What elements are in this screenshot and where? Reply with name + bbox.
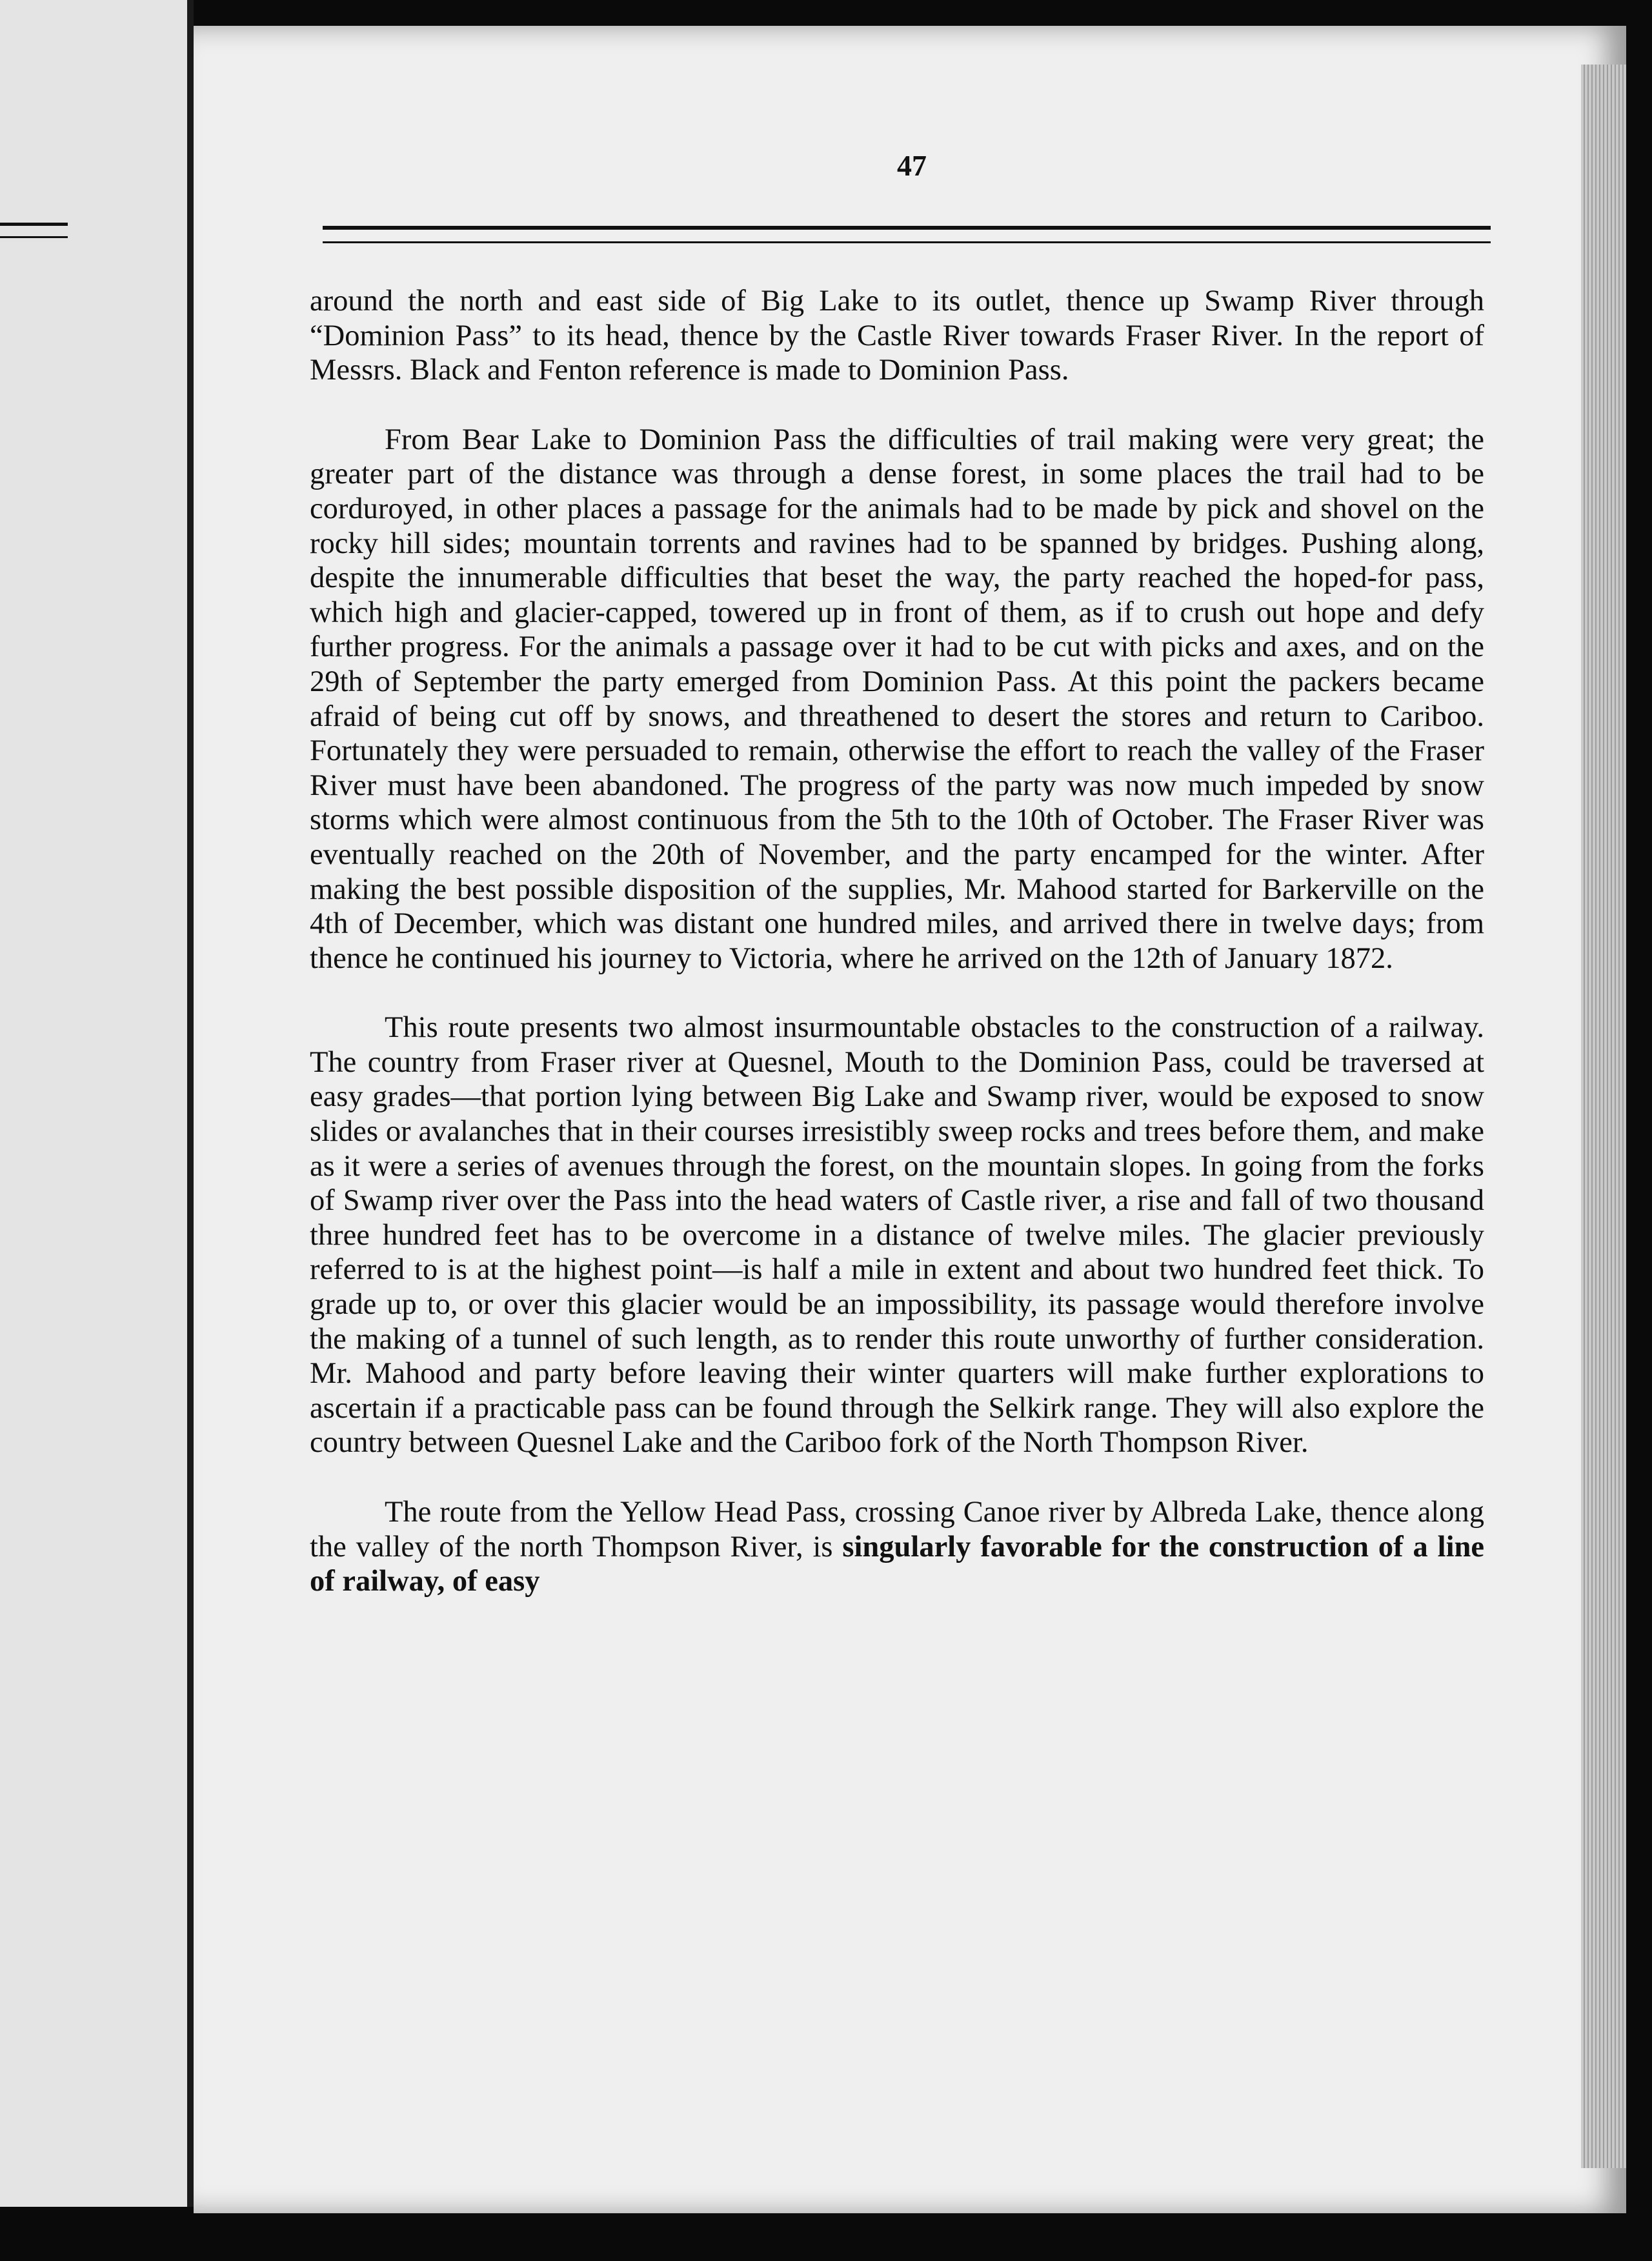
previous-page-rule: [0, 223, 68, 238]
header-rule: [323, 226, 1491, 243]
paragraph: This route presents two almost insurmountable obstacles to the construction of a railway. The country from Fraser river at Quesnel, Mouth to the Dominion Pass, could be traversed at easy grades—that portion lying between Big Lake and Swamp river, would be exposed to snow slides or avalanches that in their courses irresistibly sweep rocks and trees before them, and make as it were a series of avenues through the forest, on the mountain slopes. In going from the forks of Swamp river over the Pass into the head waters of Castle river, a rise and fall of two thousand three hundred feet has to be overcome in a distance of twelve miles. The glacier previously referred to is at the highest point—is half a mile in extent and about two hundred feet thick. To grade up to, or over this glacier would be an impossibility, its passage would therefore involve the making of a tunnel of such length, as to render this route unworthy of further consideration. Mr. Mahood and party before leaving their winter quarters will make further explorations to ascertain if a practicable pass can be found through the Selkirk range. They will also explore the country between Quesnel Lake and the Cariboo fork of the North Thompson River.: [310, 1011, 1484, 1460]
document-page: [194, 26, 1626, 2213]
previous-page-edge: [0, 0, 194, 2207]
paragraph: [310, 1495, 1484, 1599]
paragraph: From Bear Lake to Dominion Pass the difficulties of trail making were very great; the greater part of the distance was through a dense forest, in some places the trail had to be corduroyed, in other places a passage for the animals had to be made by pick and shovel on the rocky hill sides; mountain torrents and ravines had to be spanned by bridges. Pushing along, despite the innumerable difficulties that beset the way, the party reached the hoped-for pass, which high and glacier-capped, towered up in front of them, as if to crush out hope and defy further progress. For the animals a passage over it had to be cut with picks and axes, and on the 29th of September the party emerged from Dominion Pass. At this point the packers became afraid of being cut off by snows, and threathened to desert the stores and return to Cariboo. Fortunately they were persuaded to remain, otherwise the effort to reach the valley of the Fraser River must have been abandoned. The progress of the party was now much impeded by snow storms which were almost continuous from the 5th to the 10th of October. The Fraser River was eventually reached on the 20th of November, and the party encamped for the winter. After making the best possible disposition of the supplies, Mr. Mahood started for Barkerville on the 4th of December, which was distant one hundred miles, and arrived there in twelve days; from thence he continued his journey to Victoria, where he arrived on the 12th of January 1872.: [310, 423, 1484, 975]
page-edge-stack: [1581, 65, 1626, 2168]
paragraph: around the north and east side of Big Lake to its outlet, thence up Swamp River through “Dominion Pass” to its head, thence by the Castle River towards Fraser River. In the report of Messrs. Black and Fenton reference is made to Dominion Pass.: [310, 285, 1484, 387]
paragraph-text: The route from the Yellow Head Pass, crossing Canoe river by Albreda Lake, thence along the valley of the north Thompson River, is: [310, 1496, 1484, 1563]
body-text: [310, 284, 1484, 1599]
page-number: 47: [897, 149, 927, 182]
paragraph-bold-text: singularly favorable for the construction of a line of railway, of easy: [310, 1530, 1484, 1598]
